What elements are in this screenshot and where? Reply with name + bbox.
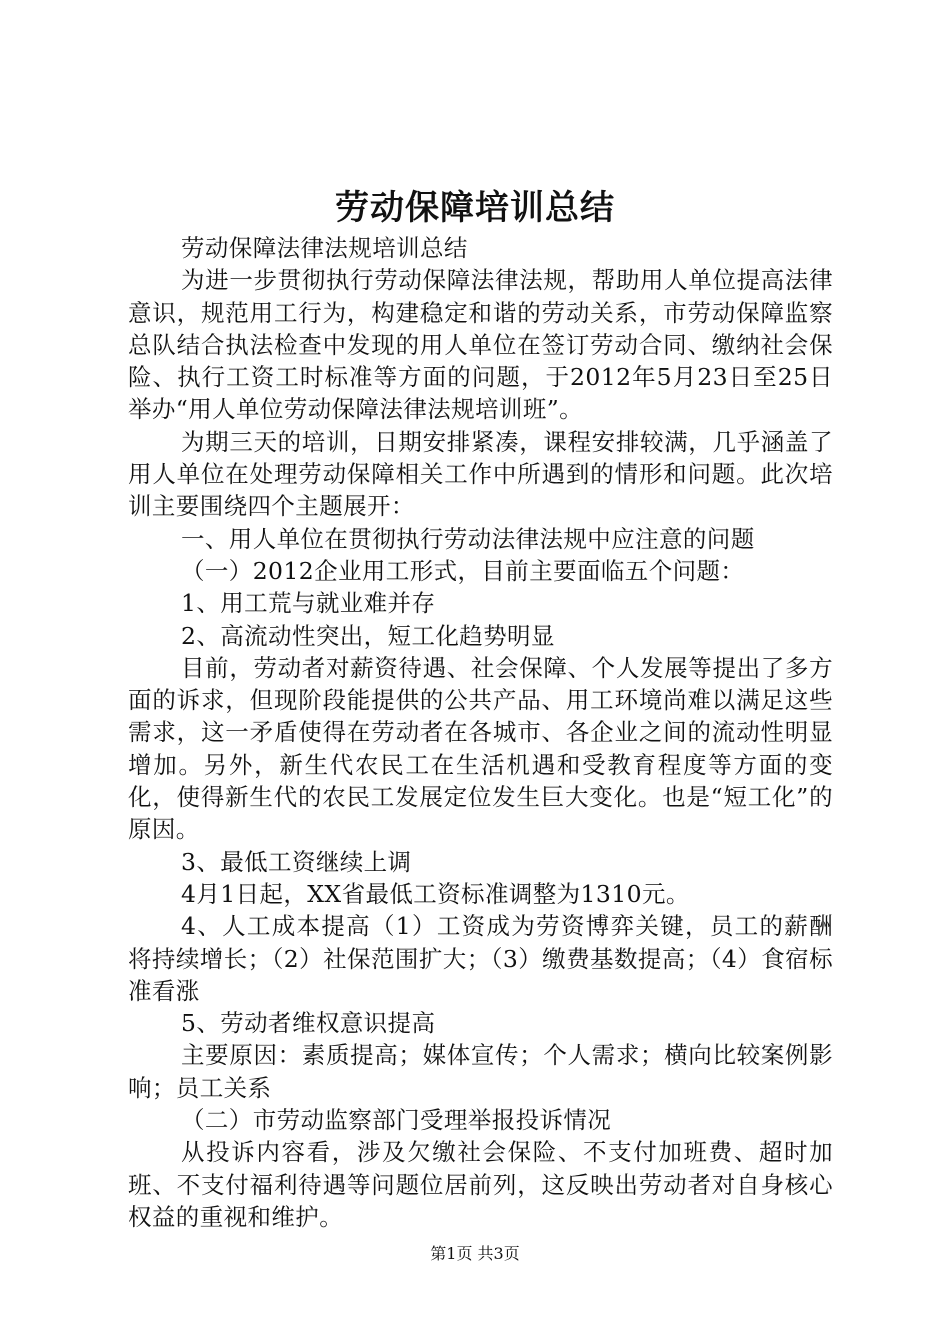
- list-item-4: 4、人工成本提高（1）工资成为劳资博弈关键，员工的薪酬将持续增长；（2）社保范围扩大；（3）缴费基数提高；（4）食宿标准看涨: [128, 912, 833, 1005]
- paragraph-main-reasons: 主要原因：素质提高；媒体宣传；个人需求；横向比较案例影响；员工关系: [128, 1041, 833, 1102]
- paragraph-mobility: 目前，劳动者对薪资待遇、社会保障、个人发展等提出了多方面的诉求，但现阶段能提供的公共产品、用工环境尚难以满足这些需求，这一矛盾使得在劳动者在各城市、各企业之间的流动性明显增加。另外，新生代农民工在生活机遇和受教育程度等方面的变化，使得新生代的农民工发展定位发生巨大变化。也是“短工化”的原因。: [128, 653, 833, 844]
- document-title: 劳动保障培训总结: [335, 188, 615, 228]
- list-item-5: 5、劳动者维权意识提高: [181, 1009, 436, 1038]
- heading-subsection-one: （一）2012企业用工形式，目前主要面临五个问题：: [181, 556, 745, 585]
- paragraph-intro: 为进一步贯彻执行劳动保障法律法规，帮助用人单位提高法律意识，规范用工行为，构建稳定和谐的劳动关系，市劳动保障监察总队结合执法检查中发现的用人单位在签订劳动合同、缴纳社会保险、执行工资工时标准等方面的问题，于2012年5月23日至25日举办“用人单位劳动保障法律法规培训班”。: [128, 266, 833, 424]
- paragraph-minimum-wage: 4月1日起，XX省最低工资标准调整为1310元。: [181, 879, 690, 908]
- paragraph-complaints: 从投诉内容看，涉及欠缴社会保险、不支付加班费、超时加班、不支付福利待遇等问题位居前列，这反映出劳动者对自身核心权益的重视和维护。: [128, 1138, 833, 1231]
- paragraph-subtitle: 劳动保障法律法规培训总结: [181, 234, 468, 262]
- document-body: [128, 232, 833, 1233]
- list-item-2: 2、高流动性突出，短工化趋势明显: [181, 621, 555, 650]
- heading-section-one: 一、用人单位在贯彻执行劳动法律法规中应注意的问题: [181, 524, 755, 553]
- heading-subsection-two: （二）市劳动监察部门受理举报投诉情况: [181, 1106, 612, 1135]
- paragraph-training-overview: 为期三天的培训，日期安排紧凑，课程安排较满，几乎涵盖了用人单位在处理劳动保障相关工作中所遇到的情形和问题。此次培训主要围绕四个主题展开：: [128, 427, 833, 521]
- page-footer: 第1页 共3页: [430, 1244, 520, 1263]
- list-item-3: 3、最低工资继续上调: [181, 847, 412, 876]
- list-item-1: 1、用工荒与就业难并存: [181, 589, 436, 618]
